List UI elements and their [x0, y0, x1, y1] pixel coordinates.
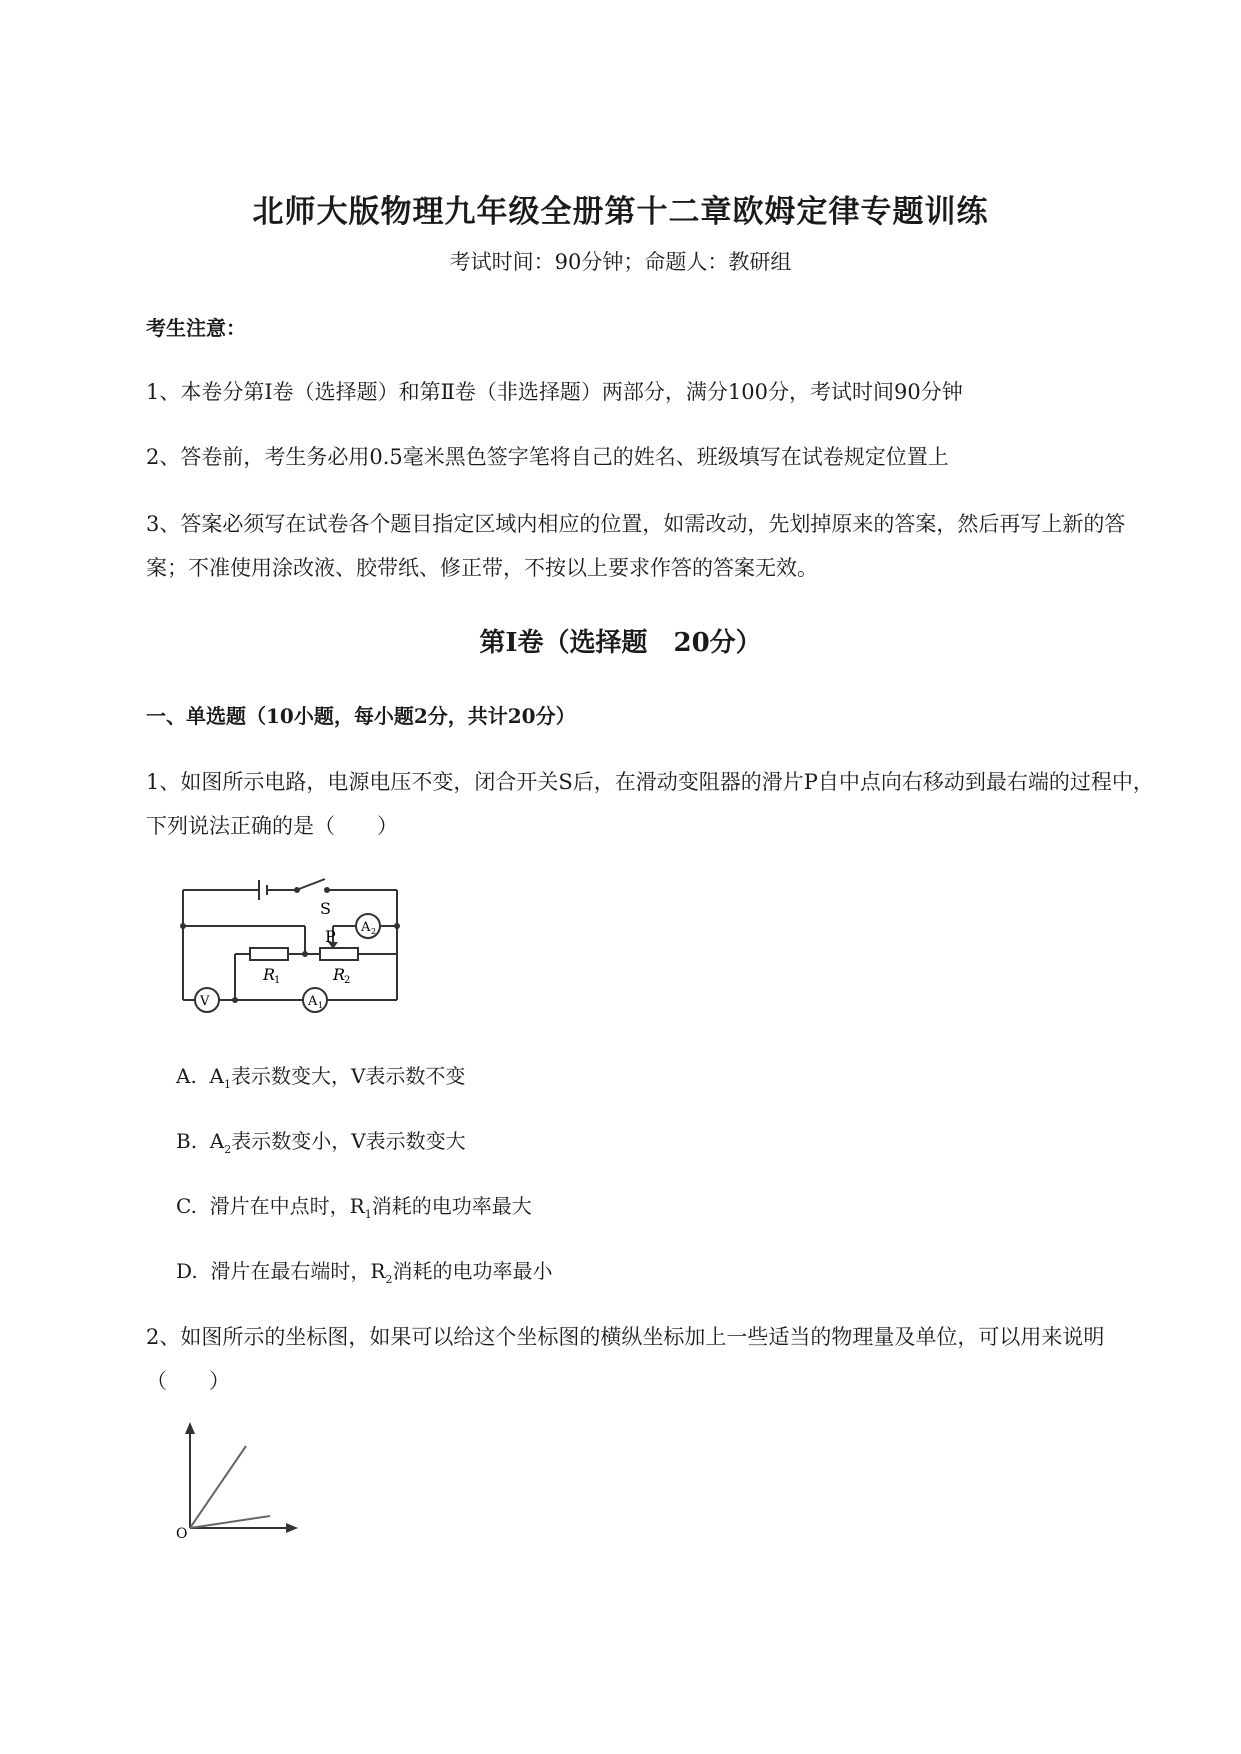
x-axis-arrow-icon: [286, 1523, 298, 1533]
voltmeter-label: V: [200, 994, 210, 1009]
option-b[interactable]: B. $A_2$表示数变小，V表示数变大: [176, 1129, 466, 1156]
ammeter-a1-sub: 1: [318, 1001, 324, 1010]
switch-label: S: [320, 899, 331, 918]
page-title: 北师大版物理九年级全册第十二章欧姆定律专题训练: [252, 194, 989, 230]
ammeter-a1-label: A: [308, 994, 318, 1009]
origin-label: O: [176, 1526, 188, 1540]
question-1-stem: 1、如图所示电路，电源电压不变，闭合开关S后，在滑动变阻器的滑片P自中点向右移动到最右端的过程中，下列说法正确的是（ ）: [146, 770, 1154, 838]
ammeter-a2-sub: 2: [371, 927, 377, 936]
option-c[interactable]: C. 滑片在中点时，$R_1$消耗的电功率最大: [176, 1194, 532, 1221]
resistor-r1-sub: 1: [274, 975, 281, 986]
coordinate-graph: [170, 1420, 300, 1540]
notice-item-3: 3、答案必须写在试卷各个题目指定区域内相应的位置，如需改动，先划掉原来的答案，然后再写上新的答案；不准使用涂改液、胶带纸、修正带，不按以上要求作答的答案无效。: [146, 512, 1126, 580]
circuit-diagram: [175, 876, 415, 1026]
option-a[interactable]: A. $A_1$表示数变大，V表示数不变: [176, 1064, 466, 1091]
notice-heading: 考生注意：: [146, 316, 246, 340]
slider-label: P: [325, 927, 336, 946]
notice-item-1: 1、本卷分第Ⅰ卷（选择题）和第Ⅱ卷（非选择题）两部分，满分100分，考试时间90分钟: [146, 380, 963, 404]
resistor-r2-sub: 2: [344, 975, 351, 986]
option-d[interactable]: D. 滑片在最右端时，$R_2$消耗的电功率最小: [176, 1259, 553, 1286]
part-title: 一、单选题（10小题，每小题2分，共计20分）: [146, 704, 576, 728]
exam-info: 考试时间：90分钟；命题人：教研组: [449, 250, 792, 274]
ammeter-a2-label: A: [361, 920, 371, 935]
notice-item-2: 2、答卷前，考生务必用0.5毫米黑色签字笔将自己的姓名、班级填写在试卷规定位置上: [146, 445, 949, 469]
y-axis-arrow-icon: [185, 1422, 195, 1434]
section-title: 第Ⅰ卷（选择题 20分）: [479, 628, 762, 658]
resistor-r1-label: R: [263, 965, 276, 984]
resistor-r2-label: R: [333, 965, 346, 984]
question-2-stem: 2、如图所示的坐标图，如果可以给这个坐标图的横纵坐标加上一些适当的物理量及单位，可以用来说明（ ）: [146, 1325, 1105, 1393]
